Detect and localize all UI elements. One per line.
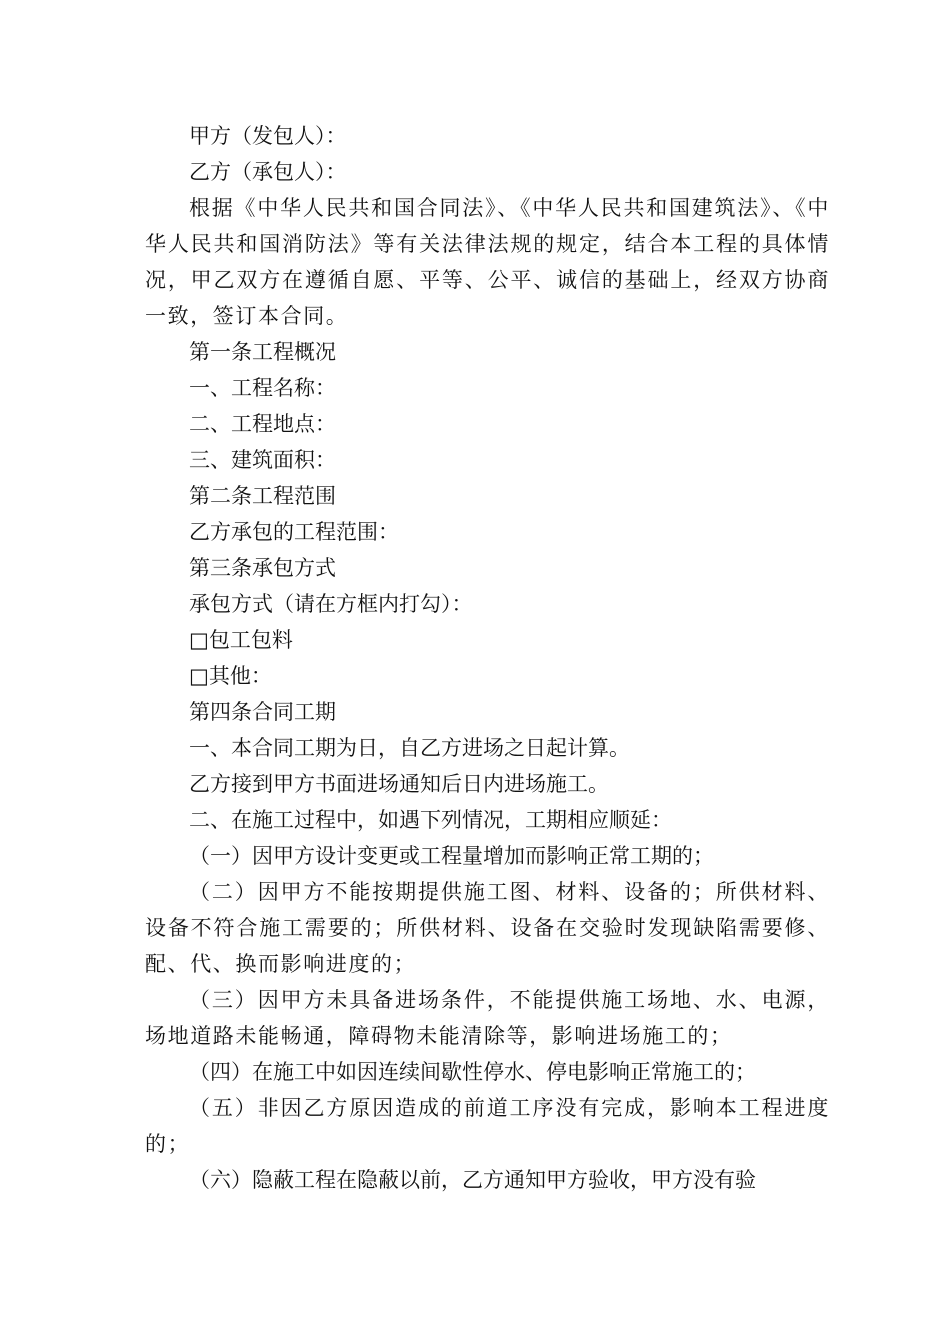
option-labor-and-materials: □包工包料 [189,628,293,652]
extension-intro: 二、在施工过程中，如遇下列情况，工期相应顺延： [189,808,672,832]
project-name-line: 一、工程名称： [189,376,336,400]
term-line-2: 乙方接到甲方书面进场通知后日内进场施工。 [189,772,609,796]
option-other: □其他： [189,664,272,688]
extension-item-6: （六）隐蔽工程在隐蔽以前，乙方通知甲方验收，甲方没有验 [189,1168,756,1192]
project-location-line: 二、工程地点： [189,412,336,436]
party-b-line: 乙方（承包人）： [189,160,347,184]
extension-item-1: （一）因甲方设计变更或工程量增加而影响正常工期的； [189,844,714,868]
contract-mode-line: 承包方式（请在方框内打勾）： [189,592,473,616]
article-1-heading: 第一条工程概况 [189,340,336,364]
article-4-heading: 第四条合同工期 [189,700,336,724]
article-2-heading: 第二条工程范围 [189,484,336,508]
extension-item-4: （四）在施工中如因连续间歇性停水、停电影响正常施工的； [189,1060,756,1084]
extension-item-2: （二）因甲方不能按期提供施工图、材料、设备的；所供材料、设备不符合施工需要的；所供材料、设备在交验时发现缺陷需要修、配、代、换而影响进度的； [145,880,830,976]
term-line-1: 一、本合同工期为日，自乙方进场之日起计算。 [189,736,630,760]
extension-item-3: （三）因甲方未具备进场条件，不能提供施工场地、水、电源，场地道路未能畅通，障碍物未能清除等，影响进场施工的； [145,988,830,1048]
party-a-line: 甲方（发包人）： [189,124,347,148]
building-area-line: 三、建筑面积： [189,448,336,472]
extension-item-5: （五）非因乙方原因造成的前道工序没有完成，影响本工程进度的； [145,1096,830,1156]
preamble-paragraph: 根据《中华人民共和国合同法》、《中华人民共和国建筑法》、《中华人民共和国消防法》等有关法律法规的规定，结合本工程的具体情况，甲乙双方在遵循自愿、平等、公平、诚信的基础上，经双方协商一致，签订本合同。 [145,196,830,328]
contract-body [145,118,830,1198]
scope-line: 乙方承包的工程范围： [189,520,399,544]
article-3-heading: 第三条承包方式 [189,556,336,580]
